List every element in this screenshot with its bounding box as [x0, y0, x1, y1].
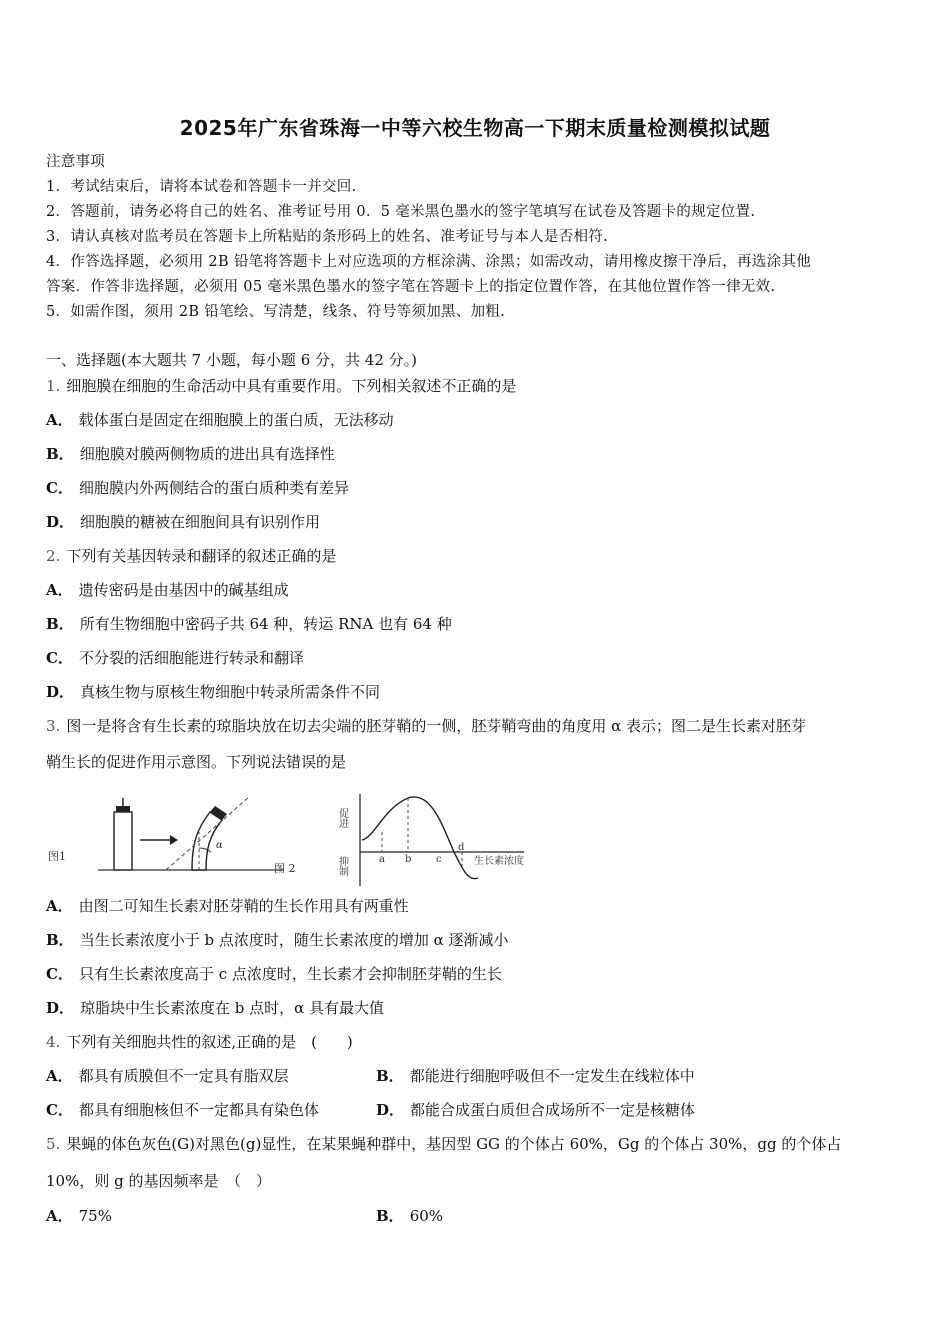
fig1-label: 图1 [48, 850, 66, 863]
point-b-label: b [405, 854, 412, 865]
question-number: 2. [46, 547, 61, 565]
option-text: 都能进行细胞呼吸但不一定发生在线粒体中 [409, 1067, 695, 1085]
notice-item: 4．作答选择题，必须用 2B 铅笔将答题卡上对应选项的方框涂满、涂黑；如需改动，请用橡皮擦干净后，再选涂其他 [46, 254, 812, 270]
point-a-label: a [379, 854, 385, 865]
option-d[interactable] [376, 1100, 695, 1120]
option-a[interactable] [46, 580, 289, 600]
arrow-head-icon [170, 835, 178, 845]
option-d[interactable] [46, 512, 320, 532]
page-title: 2025年广东省珠海一中等六校生物高一下期末质量检测模拟试题 [179, 116, 771, 140]
option-a[interactable] [46, 896, 409, 916]
fig2-label: 图 2 [274, 862, 296, 875]
question-stem [46, 716, 806, 736]
section-heading: 一、选择题(本大题共 7 小题，每小题 6 分，共 42 分。) [46, 351, 417, 369]
notice-item: 5．如需作图，须用 2B 铅笔绘、写清楚，线条、符号等须加黑、加粗. [46, 304, 506, 320]
agar-block [116, 806, 130, 812]
option-text: 遗传密码是由基因中的碱基组成 [78, 581, 289, 599]
option-text: 60% [409, 1207, 444, 1225]
option-label: A． [46, 1207, 73, 1225]
option-text: 当生长素浓度小于 b 点浓度时，随生长素浓度的增加 α 逐渐减小 [79, 931, 509, 949]
option-text: 都具有质膜但不一定具有脂双层 [78, 1067, 289, 1085]
option-label: A． [46, 1067, 73, 1085]
option-text: 只有生长素浓度高于 c 点浓度时，生长素才会抑制胚芽鞘的生长 [78, 965, 502, 983]
question-stem [46, 376, 516, 396]
option-text: 都能合成蛋白质但合成场所不一定是核糖体 [410, 1101, 696, 1119]
point-d-label: d [458, 842, 465, 853]
option-a[interactable] [46, 410, 394, 430]
option-b[interactable] [376, 1206, 443, 1226]
option-text: 细胞膜对膜两侧物质的进出具有选择性 [79, 445, 335, 463]
option-label: B． [46, 445, 74, 463]
option-label: B． [46, 931, 74, 949]
question-stem [46, 546, 336, 566]
option-b[interactable] [46, 614, 452, 634]
option-label: B． [46, 615, 74, 633]
coleoptile-straight [114, 812, 132, 870]
option-text: 所有生物细胞中密码子共 64 种，转运 RNA 也有 64 种 [79, 615, 452, 633]
notice-item: 3．请认真核对监考员在答题卡上所粘贴的条形码上的姓名、准考证号与本人是否相符. [46, 229, 609, 245]
option-text: 载体蛋白是固定在细胞膜上的蛋白质，无法移动 [78, 411, 394, 429]
auxin-figure [44, 790, 544, 890]
question-text: 下列有关细胞共性的叙述,正确的是 ( ) [66, 1033, 353, 1051]
question-number: 5. [46, 1135, 61, 1153]
question-text: 细胞膜在细胞的生命活动中具有重要作用。下列相关叙述不正确的是 [66, 377, 517, 395]
option-b[interactable] [376, 1066, 695, 1086]
notice-item: 1．考试结束后，请将本试卷和答题卡一并交回. [46, 179, 357, 195]
option-c[interactable] [46, 478, 349, 498]
alpha-label: α [216, 840, 223, 851]
question-text: 下列有关基因转录和翻译的叙述正确的是 [66, 547, 337, 565]
question-stem [46, 1134, 841, 1154]
option-c[interactable] [46, 648, 304, 668]
option-b[interactable] [46, 444, 335, 464]
option-label: D． [46, 999, 75, 1017]
option-label: C． [46, 1101, 73, 1119]
question-number: 3. [46, 717, 61, 735]
x-axis-label: 生长素浓度 [474, 856, 524, 867]
option-label: D． [46, 683, 75, 701]
question-stem-cont: 鞘生长的促进作用示意图。下列说法错误的是 [46, 753, 347, 771]
option-d[interactable] [46, 998, 384, 1018]
option-text: 75% [78, 1207, 112, 1225]
notice-item: 2．答题前，请务必将自己的姓名、准考证号用 0．5 毫米黑色墨水的签字笔填写在试卷及答题卡的规定位置. [46, 204, 756, 220]
option-text: 琼脂块中生长素浓度在 b 点时，α 具有最大值 [80, 999, 385, 1017]
option-text: 由图二可知生长素对胚芽鞘的生长作用具有两重性 [78, 897, 409, 915]
option-a[interactable] [46, 1066, 289, 1086]
question-text: 图一是将含有生长素的琼脂块放在切去尖端的胚芽鞘的一侧，胚芽鞘弯曲的角度用 α 表示；图二是生长素对胚芽 [66, 717, 806, 735]
option-text: 都具有细胞核但不一定都具有染色体 [78, 1101, 319, 1119]
growth-curve [362, 797, 478, 879]
option-c[interactable] [46, 1100, 319, 1120]
option-text: 不分裂的活细胞能进行转录和翻译 [78, 649, 304, 667]
option-label: A． [46, 897, 73, 915]
option-d[interactable] [46, 682, 380, 702]
option-c[interactable] [46, 964, 502, 984]
option-text: 真核生物与原核生物细胞中转录所需条件不同 [80, 683, 381, 701]
option-label: C． [46, 649, 73, 667]
question-text: 果蝇的体色灰色(G)对黑色(g)显性，在某果蝇种群中，基因型 GG 的个体占 60%，Gg 的个体占 30%，gg 的个体占 [66, 1135, 842, 1153]
question-stem-cont: 10%，则 g 的基因频率是 （ ） [46, 1172, 271, 1190]
option-label: C． [46, 965, 73, 983]
option-text: 细胞膜内外两侧结合的蛋白质种类有差异 [78, 479, 349, 497]
y-label-promote: 促进 [336, 808, 348, 828]
notice-item: 答案．作答非选择题，必须用 05 毫米黑色墨水的签字笔在答题卡上的指定位置作答，在其他位置作答一律无效. [46, 279, 776, 295]
notice-heading: 注意事项 [46, 154, 106, 170]
option-label: A． [46, 581, 73, 599]
option-a[interactable] [46, 1206, 112, 1226]
option-label: A． [46, 411, 73, 429]
question-number: 1. [46, 377, 61, 395]
question-stem [46, 1032, 353, 1052]
y-label-inhibit: 抑制 [336, 856, 348, 876]
option-label: D． [46, 513, 75, 531]
option-label: D． [376, 1101, 405, 1119]
option-b[interactable] [46, 930, 509, 950]
option-label: C． [46, 479, 73, 497]
option-label: B． [376, 1067, 404, 1085]
point-c-label: c [436, 854, 442, 865]
option-label: B． [376, 1207, 404, 1225]
option-text: 细胞膜的糖被在细胞间具有识别作用 [80, 513, 321, 531]
question-number: 4. [46, 1033, 61, 1051]
